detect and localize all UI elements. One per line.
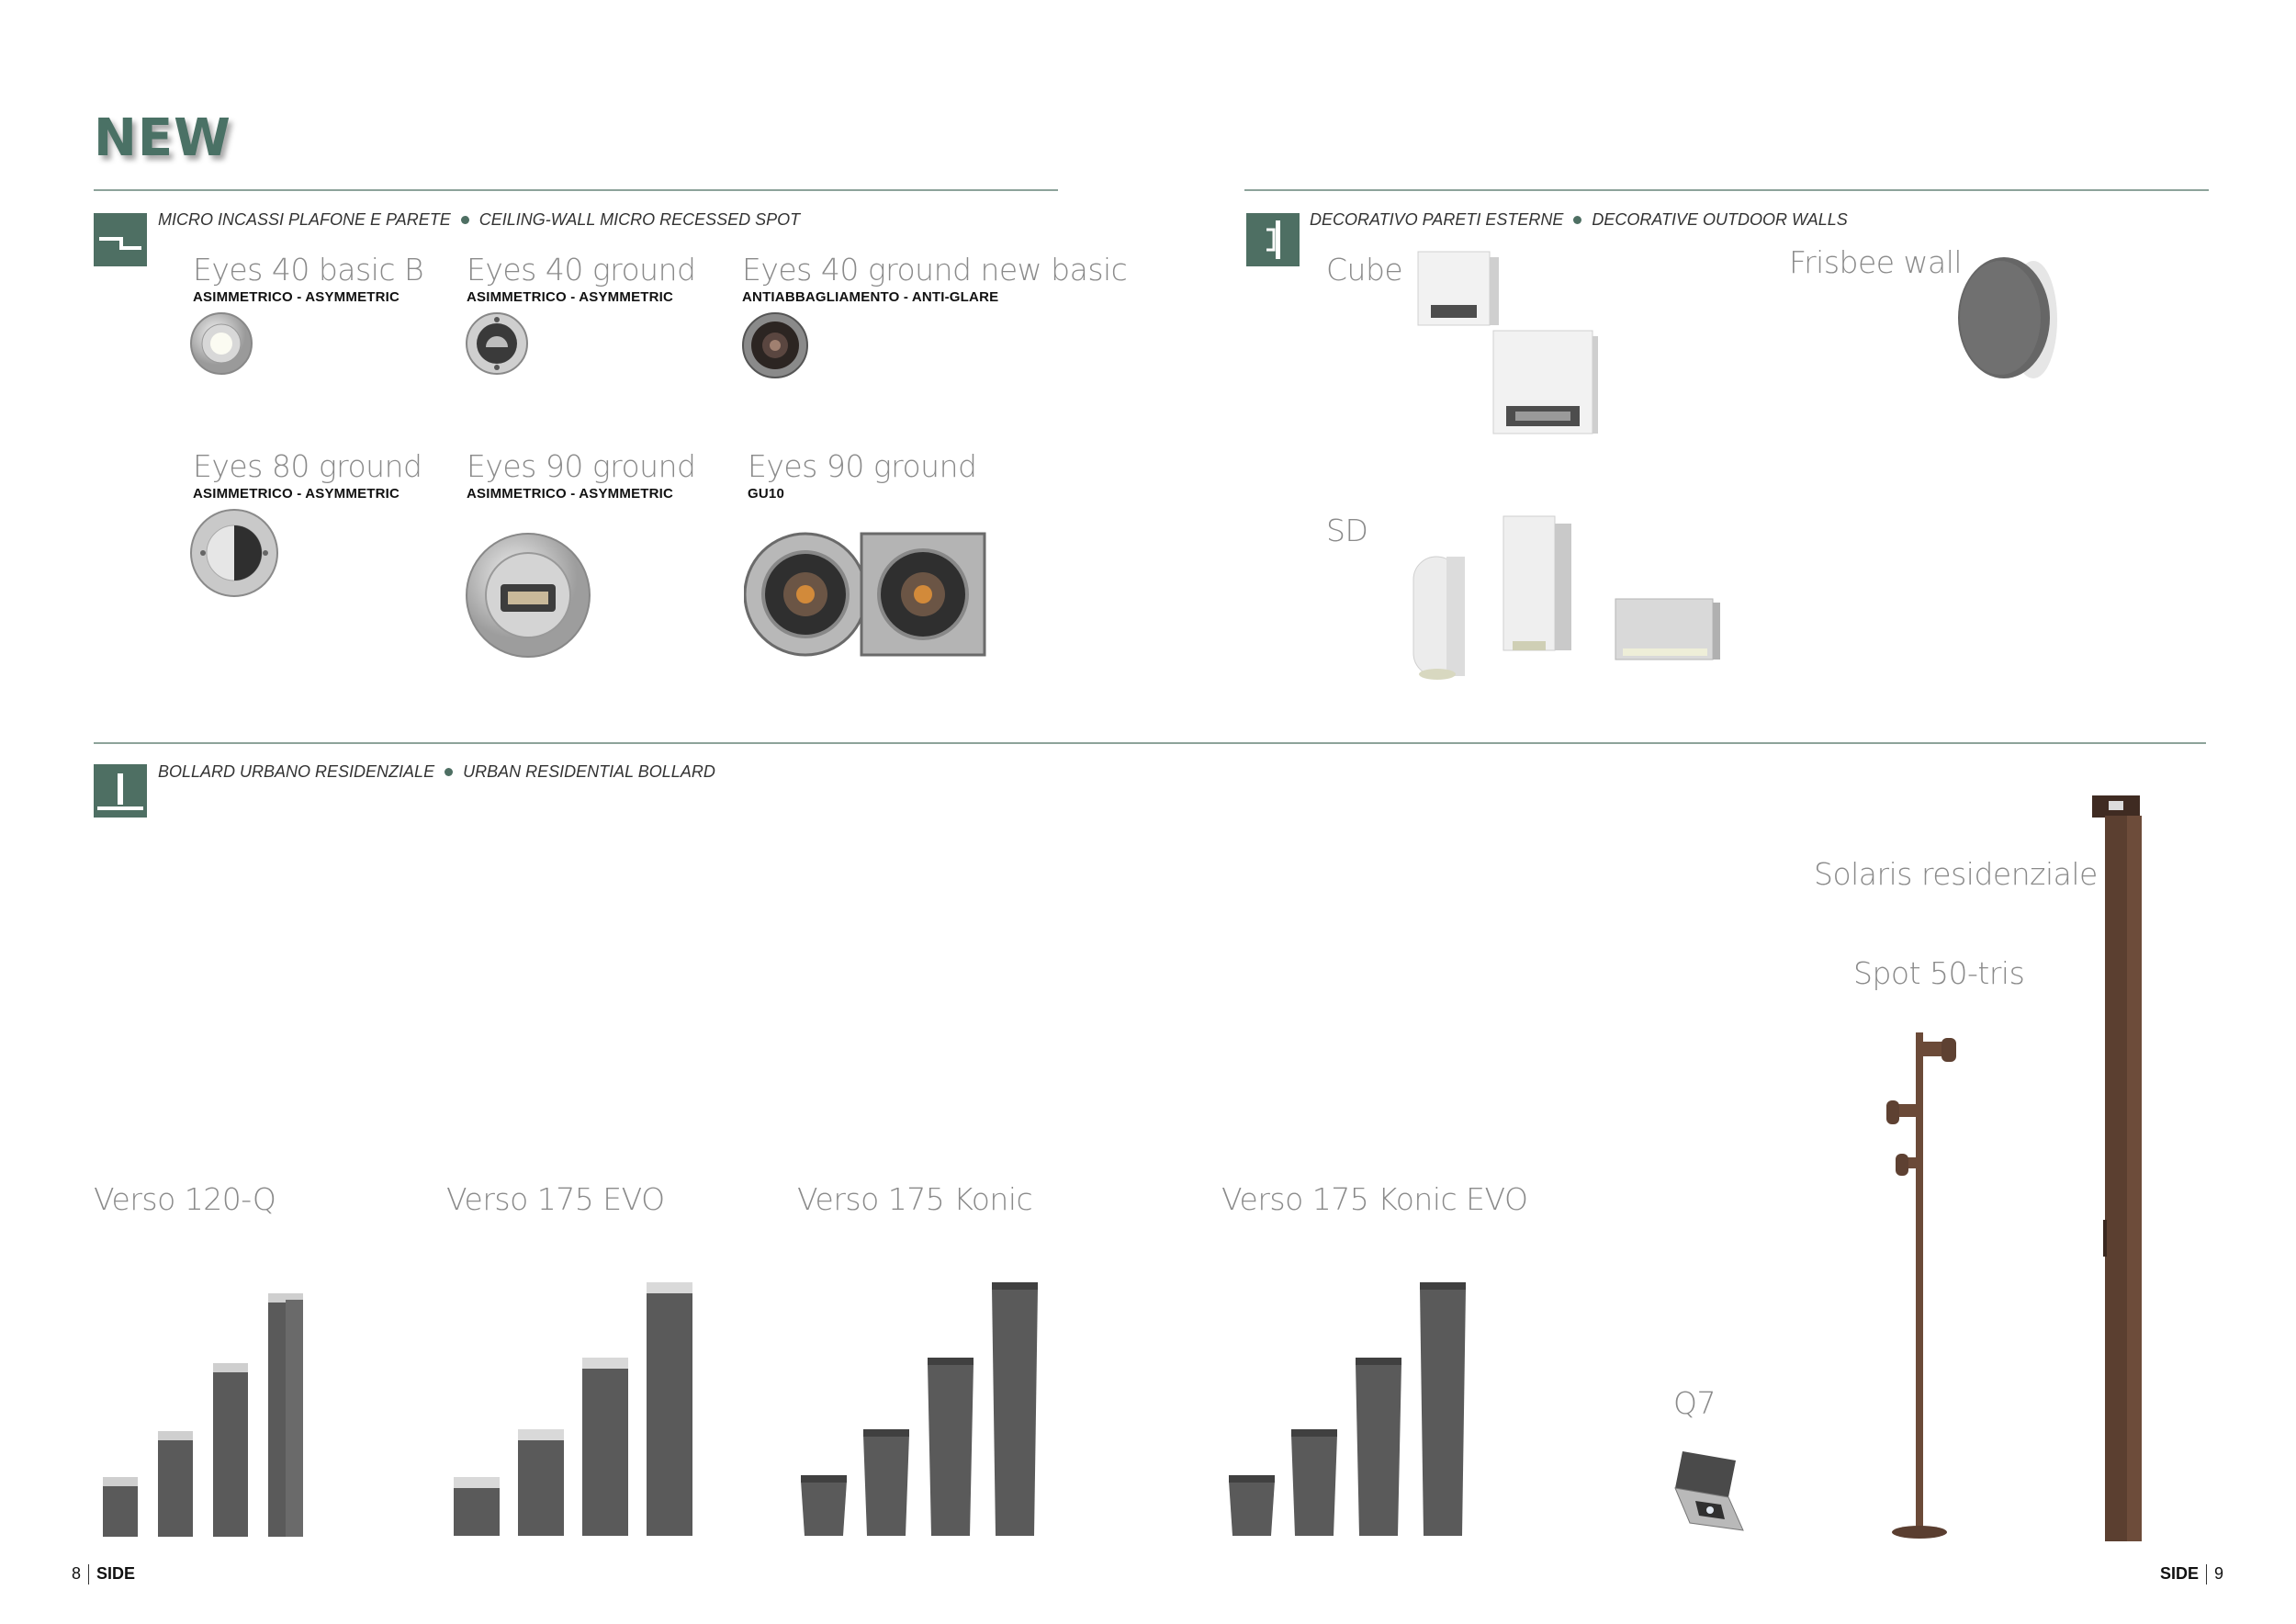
bullet-dot — [461, 216, 469, 224]
verso-175-evo-image — [450, 1277, 707, 1543]
footer-brand: SIDE — [2160, 1564, 2200, 1583]
bullet-dot — [1573, 216, 1581, 224]
eyes-40-ground-new-basic-image — [740, 310, 810, 380]
eyes-40-ground-image — [464, 310, 530, 377]
product-name: Spot 50-tris — [1853, 955, 2025, 991]
footer-divider — [88, 1564, 89, 1585]
bullet-dot — [445, 768, 453, 776]
product-subtitle: ASIMMETRICO - ASYMMETRIC — [193, 289, 400, 305]
verso-120-q-image — [99, 1281, 310, 1543]
section-divider — [94, 189, 1058, 191]
sd-image — [1410, 513, 1722, 687]
section-divider — [94, 742, 2206, 744]
product-name: Eyes 40 basic B — [193, 252, 424, 288]
wall-light-icon — [1246, 213, 1300, 266]
section-label-en: URBAN RESIDENTIAL BOLLARD — [463, 762, 715, 781]
frisbee-wall-image — [1956, 254, 2066, 384]
section-label-it: DECORATIVO PARETI ESTERNE — [1310, 210, 1564, 229]
section-divider — [1244, 189, 2209, 191]
eyes-90-ground-gu10-image — [744, 531, 987, 658]
product-name: Eyes 90 ground — [467, 448, 696, 484]
section-label-micro — [158, 210, 800, 230]
spot-50-tris-image — [1883, 1029, 1984, 1543]
footer-right — [2160, 1564, 2223, 1585]
product-name: Cube — [1326, 252, 1403, 288]
product-subtitle: ANTIABBAGLIAMENTO - ANTI-GLARE — [742, 289, 999, 305]
section-label-bollard — [158, 762, 715, 782]
eyes-90-ground-asymmetric-image — [464, 531, 592, 660]
product-name: Verso 175 Konic — [797, 1181, 1033, 1217]
product-name: Eyes 40 ground new basic — [742, 252, 1128, 288]
product-name: Verso 120-Q — [94, 1181, 276, 1217]
footer-brand: SIDE — [96, 1564, 136, 1583]
recessed-spot-icon — [94, 213, 147, 266]
section-label-it: BOLLARD URBANO RESIDENZIALE — [158, 762, 435, 781]
eyes-40-basic-b-image — [188, 310, 254, 377]
product-name: Eyes 80 ground — [193, 448, 422, 484]
product-name: Frisbee wall — [1789, 244, 1963, 280]
section-label-en: DECORATIVE OUTDOOR WALLS — [1592, 210, 1848, 229]
product-name: Verso 175 Konic EVO — [1221, 1181, 1528, 1217]
verso-175-konic-evo-image — [1225, 1277, 1482, 1543]
product-subtitle: ASIMMETRICO - ASYMMETRIC — [193, 486, 400, 502]
product-subtitle: ASIMMETRICO - ASYMMETRIC — [467, 486, 674, 502]
footer-left — [72, 1564, 135, 1585]
product-subtitle: ASIMMETRICO - ASYMMETRIC — [467, 289, 674, 305]
eyes-80-ground-image — [188, 507, 280, 599]
verso-175-konic-image — [797, 1277, 1054, 1543]
product-name: Verso 175 EVO — [446, 1181, 665, 1217]
section-label-it: MICRO INCASSI PLAFONE E PARETE — [158, 210, 451, 229]
footer-divider — [2206, 1564, 2207, 1585]
product-name: Q7 — [1673, 1385, 1716, 1421]
page-number: 9 — [2214, 1564, 2224, 1583]
page-title: NEW — [94, 108, 231, 168]
cube-image — [1414, 248, 1598, 478]
page-number: 8 — [72, 1564, 82, 1583]
product-subtitle: GU10 — [748, 486, 784, 502]
product-name: Solaris residenziale — [1814, 856, 2098, 892]
q7-image — [1664, 1442, 1756, 1543]
product-name: Eyes 40 ground — [467, 252, 696, 288]
section-label-en: CEILING-WALL MICRO RECESSED SPOT — [478, 210, 801, 229]
solaris-residenziale-image — [2087, 788, 2151, 1543]
section-label-walls — [1310, 210, 1848, 230]
product-name: SD — [1326, 513, 1368, 548]
bollard-icon — [94, 764, 147, 818]
product-name: Eyes 90 ground — [748, 448, 977, 484]
